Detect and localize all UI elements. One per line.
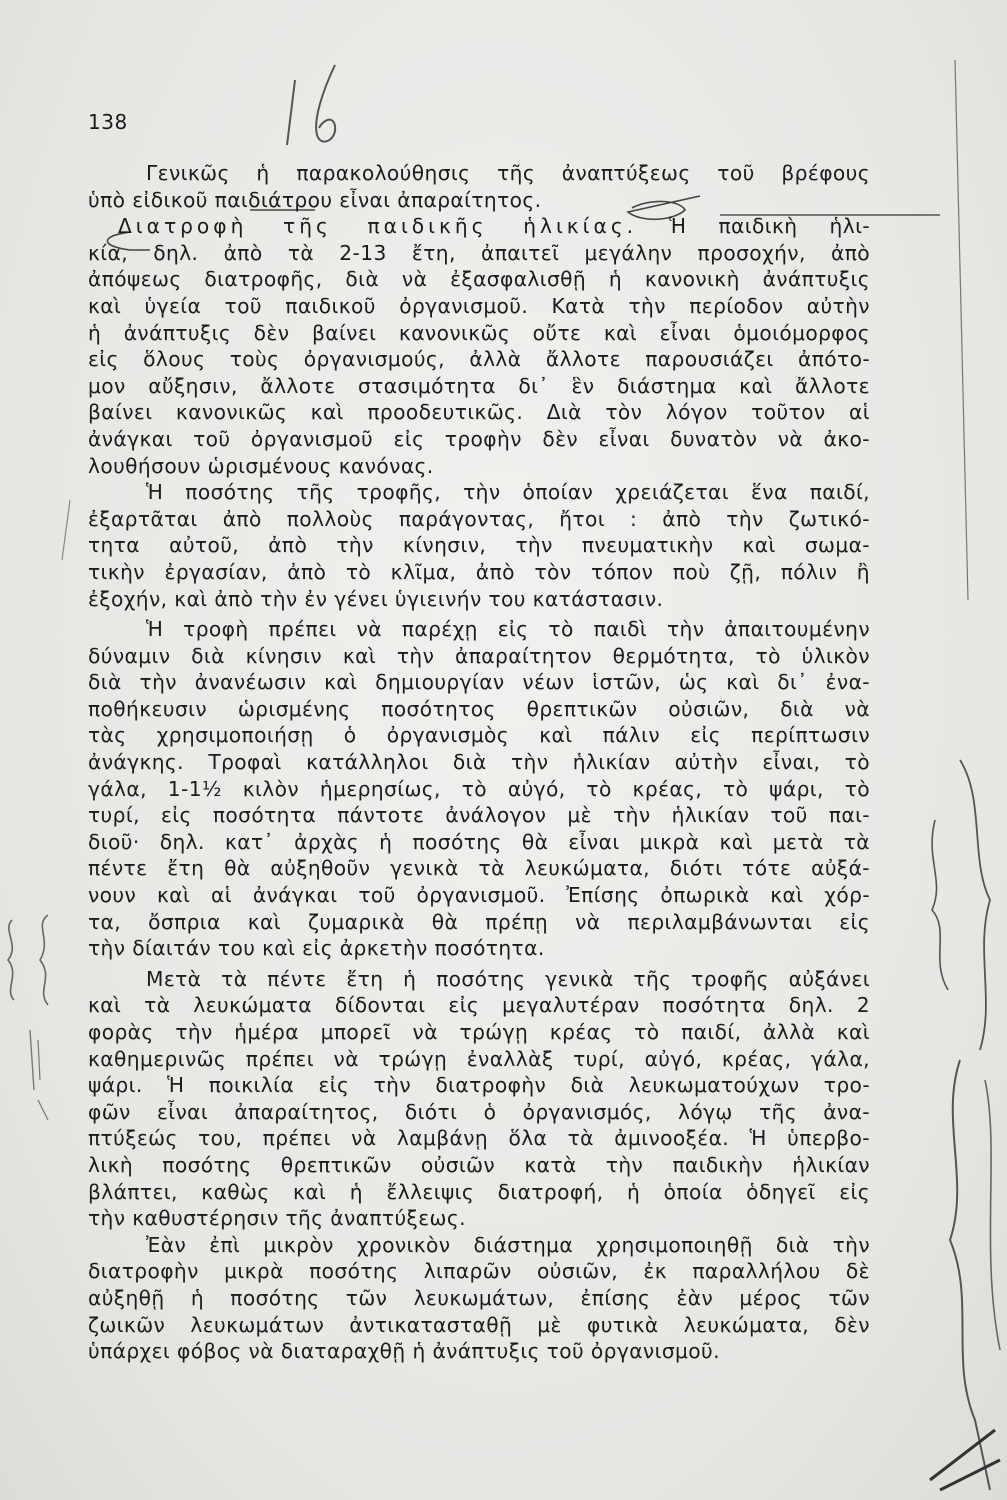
text-line: μον αὔξησιν, ἄλλοτε στασιμότητα δι᾽ ἓν διάστημα καὶ ἄλλοτε (88, 373, 870, 398)
text-line: πτύξεώς του, πρέπει νὰ λαμβάνῃ ὅλα τὰ ἀμινοοξέα. Ἡ ὑπερβο- (88, 1126, 870, 1151)
text-line: τα, ὄσπρια καὶ ζυμαρικὰ θὰ πρέπῃ νὰ περιλαμβάνωνται εἰς (88, 909, 870, 934)
text-line: καὶ τὰ λευκώματα δίδονται εἰς μεγαλυτέραν ποσότητα δηλ. 2 (88, 993, 870, 1018)
text-line: τικὴν ἐργασίαν, ἀπὸ τὸ κλῖμα, ἀπὸ τὸν τόπον ποὺ ζῇ, πόλιν ἢ (88, 559, 870, 584)
text-line: γάλα, 1-1½ κιλὸν ἡμερησίως, τὸ αὐγό, τὸ κρέας, τὸ ψάρι, τὸ (88, 776, 870, 801)
text-line: ποθήκευσιν ὡρισμένης ποσότητος θρεπτικῶν οὐσιῶν, διὰ νὰ (88, 696, 870, 721)
text-line: καθημερινῶς πρέπει νὰ τρώγῃ ἐναλλὰξ τυρί, αὐγό, κρέας, γάλα, (88, 1046, 870, 1071)
paragraph-5 (88, 966, 870, 1232)
text-line: φῶν εἶναι ἀπαραίτητος, διότι ὁ ὀργανισμός, λόγῳ τῆς ἀνα- (88, 1099, 870, 1124)
text-line: ἀνάγκης. Τροφαὶ κατάλληλοι διὰ τὴν ἡλικίαν αὐτὴν εἶναι, τὸ (88, 750, 870, 775)
text-line: διοῦ· δηλ. κατ᾽ ἀρχὰς ἡ ποσότης θὰ εἶναι μικρὰ καὶ μετὰ τὰ (88, 829, 870, 854)
text-line: τὴν καθυστέρησιν τῆς ἀναπτύξεως. (88, 1206, 466, 1231)
text-line: ἐξαρτᾶται ἀπὸ πολλοὺς παράγοντας, ἤτοι : ἀπὸ τὴν ζωτικό- (88, 506, 870, 531)
text-line: ἡ ἀνάπτυξις δὲν βαίνει κανονικῶς οὔτε καὶ εἶναι ὁμοιόμορφος (88, 320, 870, 345)
text-line: καὶ ὑγεία τοῦ παιδικοῦ ὀργανισμοῦ. Κατὰ τὴν περίοδον αὐτὴν (88, 293, 870, 318)
text-line: ὑπὸ εἰδικοῦ παιδιάτρου εἶναι ἀπαραίτητος. (88, 187, 542, 212)
text-line: Ἡ τροφὴ πρέπει νὰ παρέχῃ εἰς τὸ παιδὶ τὴν ἀπαιτουμένην (146, 617, 870, 642)
text-line: τητα αὐτοῦ, ἀπὸ τὴν κίνησιν, τὴν πνευματικὴν καὶ σωμα- (88, 533, 870, 558)
paragraph-2 (88, 213, 870, 479)
paragraph-6 (88, 1232, 870, 1365)
text-line: τὰς χρησιμοποιήσῃ ὁ ὀργανισμὸς καὶ πάλιν εἰς περίπτωσιν (88, 723, 870, 748)
text-line: πέντε ἔτη θὰ αὐξηθοῦν γενικὰ τὰ λευκώματα, διότι τότε αὐξά- (88, 856, 870, 881)
page-number: 138 (88, 110, 128, 134)
text-line: διατροφὴν μικρὰ ποσότης λιπαρῶν οὐσιῶν, ἐκ παραλλήλου δὲ (88, 1259, 870, 1284)
text-line: Γενικῶς ἡ παρακολούθησις τῆς ἀναπτύξεως τοῦ βρέφους (146, 161, 870, 185)
text-line: δύναμιν διὰ κίνησιν καὶ τὴν ἀπαραίτητον θερμότητα, τὸ ὑλικὸν (88, 643, 870, 668)
text-line: Ἡ παιδικὴ ἡλι- (637, 214, 870, 239)
paragraph-4 (88, 616, 870, 962)
text-line: Ἐὰν ἐπὶ μικρὸν χρονικὸν διάστημα χρησιμοποιηθῇ διὰ τὴν (146, 1232, 870, 1257)
text-line: ψάρι. Ἡ ποικιλία εἰς τὴν διατροφὴν διὰ λευκωματούχων τρο- (88, 1073, 870, 1098)
section-heading: Διατροφὴ τῆς παιδικῆς ἡλικίας. (118, 214, 638, 239)
text-line: φορὰς τὴν ἡμέρα μπορεῖ νὰ τρώγῃ κρέας τὸ παιδί, ἀλλὰ καὶ (88, 1020, 870, 1044)
text-line: λουθήσουν ὡρισμένους κανόνας. (88, 453, 434, 478)
text-line: Μετὰ τὰ πέντε ἔτη ἡ ποσότης γενικὰ τῆς τροφῆς αὐξάνει (146, 966, 870, 991)
text-line: βαίνει κανονικῶς καὶ προοδευτικῶς. Διὰ τὸν λόγον τοῦτον αἱ (88, 400, 870, 425)
text-line: τὴν δίαιτάν του καὶ εἰς ἀρκετὴν ποσότητα. (88, 936, 545, 961)
text-line: βλάπτει, καθὼς καὶ ἡ ἔλλειψις διατροφή, ἡ ὁποία ὁδηγεῖ εἰς (88, 1179, 870, 1204)
text-line: διὰ τὴν ἀνανέωσιν καὶ δημιουργίαν νέων ἱστῶν, ὡς καὶ δι᾽ ἐνα- (88, 670, 870, 695)
text-line: λικὴ ποσότης θρεπτικῶν οὐσιῶν κατὰ τὴν παιδικὴν ἡλικίαν (88, 1152, 870, 1177)
text-line: ἀνάγκαι τοῦ ὀργανισμοῦ εἰς τροφὴν δὲν εἶναι δυνατὸν νὰ ἀκο- (88, 426, 870, 451)
body-text (88, 160, 870, 1365)
text-line: εἰς ὅλους τοὺς ὀργανισμούς, ἀλλὰ ἄλλοτε παρουσιάζει ἀπότο- (88, 347, 870, 372)
text-line: κία, δηλ. ἀπὸ τὰ 2-13 ἔτη, ἀπαιτεῖ μεγάλην προσοχήν, ἀπὸ (88, 240, 870, 265)
text-line: νουν καὶ αἱ ἀνάγκαι τοῦ ὀργανισμοῦ. Ἐπίσης ὀπωρικὰ καὶ χόρ- (88, 883, 870, 908)
text-line: ἐξοχήν, καὶ ἀπὸ τὴν ἐν γένει ὑγιεινήν του κατάστασιν. (88, 586, 664, 611)
text-line: τυρί, εἰς ποσότητα πάντοτε ἀνάλογον μὲ τὴν ἡλικίαν τοῦ παι- (88, 803, 870, 828)
text-line: αὐξηθῇ ἡ ποσότης τῶν λευκωμάτων, ἐπίσης ἐὰν μέρος τῶν (88, 1285, 870, 1310)
text-line: ἀπόψεως διατροφῆς, διὰ νὰ ἐξασφαλισθῇ ἡ κανονικὴ ἀνάπτυξις (88, 267, 870, 292)
text-line: Ἡ ποσότης τῆς τροφῆς, τὴν ὁποίαν χρειάζεται ἕνα παιδί, (146, 480, 870, 505)
text-line: ὑπάρχει φόβος νὰ διαταραχθῇ ἡ ἀνάπτυξις τοῦ ὀργανισμοῦ. (88, 1339, 720, 1364)
text-line: ζωικῶν λευκωμάτων ἀντικατασταθῇ μὲ φυτικὰ λευκώματα, δὲν (88, 1312, 870, 1337)
paragraph-1 (88, 160, 870, 213)
paragraph-3 (88, 479, 870, 612)
